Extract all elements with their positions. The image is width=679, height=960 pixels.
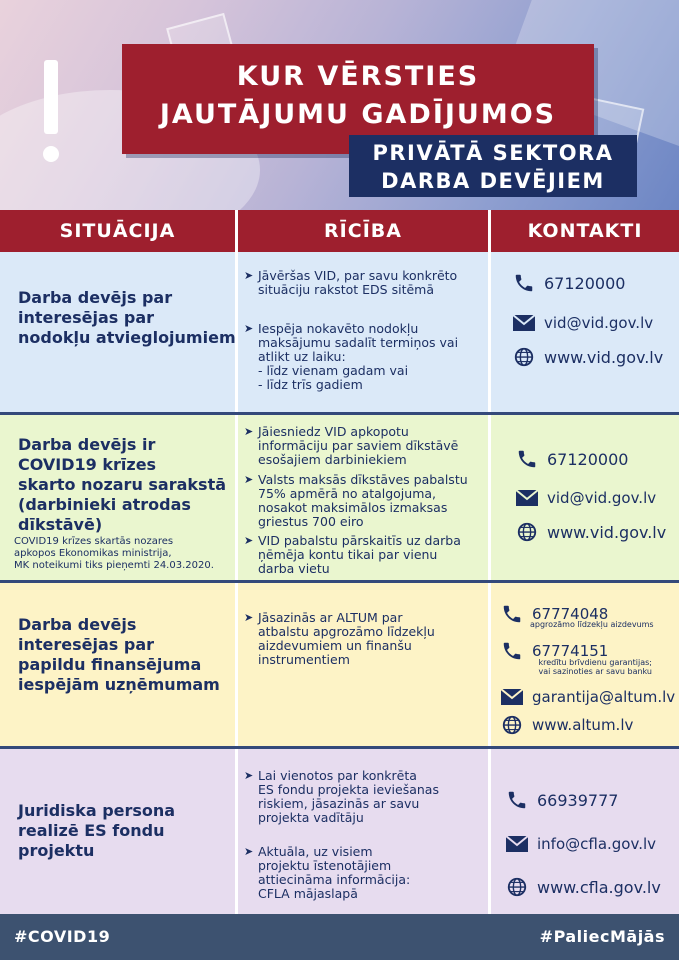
phone-note: kredītu brīvdienu garantijas; vai sazinoties ar savu banku [538,658,652,676]
action-item: ➤ Jāvēršas VID, par savu konkrēto situāciju rakstot EDS sitēmā [244,268,458,297]
action-item: ➤ Jāsazinās ar ALTUM par atbalstu apgrozāmo līdzekļu aizdevumiem un finanšu instrumentiem [244,610,435,667]
contact-web[interactable]: www.vid.gov.lv [512,346,663,368]
globe-icon [515,521,539,543]
table-row [0,415,679,580]
situation-text: Darba devējs par interesējas par nodokļu atvieglojumiem [18,288,236,347]
envelope-icon [515,487,539,509]
situation-text: Juridiska persona realizē ES fondu projektu [18,801,176,860]
phone-icon [515,448,539,470]
action-item: ➤ VID pabalstu pārskaitīs uz darba ņēmēja kontu tikai par vienu darba vietu [244,533,461,576]
action-item: ➤ Iespēja nokavēto nodokļu maksājumu sadalīt termiņos vai atlikt uz laiku: - līdz vienam gadam vai - līdz trīs gadiem [244,321,459,392]
action-item: ➤ Lai vienotos par konkrēta ES fondu projekta ieviešanas riskiem, jāsazinās ar savu projekta vadītāju [244,768,439,825]
contact-phone[interactable]: 67774151 [500,640,608,662]
chevron-right-icon: ➤ [244,611,254,624]
phone-icon [505,789,529,811]
subtitle-line: PRIVĀTĀ SEKTORA [372,141,614,165]
hashtag-covid: #COVID19 [14,927,111,946]
phone-icon [500,603,524,625]
globe-icon [500,714,524,736]
envelope-icon [500,686,524,708]
contact-email[interactable]: info@cfla.gov.lv [505,833,656,855]
header-action: RĪCĪBA [324,220,402,242]
table-row [0,252,679,412]
hashtag-stay-home: #PaliecMājās [539,927,665,946]
contact-email[interactable]: garantija@altum.lv [500,686,675,708]
envelope-icon [512,312,536,334]
contact-email[interactable]: vid@vid.gov.lv [515,487,656,509]
header-contacts: KONTAKTI [527,220,643,242]
title-line: KUR VĒRSTIES [236,61,480,92]
column-headers [0,210,679,252]
exclamation-icon [34,60,68,170]
action-item: ➤ Jāiesniedz VID apkopotu informāciju par saviem dīkstāvē esošajiem darbiniekiem [244,424,459,467]
chevron-right-icon: ➤ [244,322,254,335]
chevron-right-icon: ➤ [244,473,254,486]
globe-icon [505,876,529,898]
phone-icon [512,272,536,294]
contact-phone[interactable]: 67774048 [500,603,608,625]
contact-web[interactable]: www.vid.gov.lv [515,521,666,543]
contact-phone[interactable]: 67120000 [515,448,628,470]
situation-text: Darba devējs interesējas par papildu finansējuma iespējām uzņēmumam [18,615,220,694]
action-item: ➤ Aktuāla, uz visiem projektu īstenotājiem attiecināma informācija: CFLA mājaslapā [244,844,411,901]
chevron-right-icon: ➤ [244,269,254,282]
footer [0,914,679,960]
situation-note: COVID19 krīzes skartās nozares apkopos Ekonomikas ministrija, MK noteikumi tiks pieņemti 24.03.2020. [14,536,214,571]
chevron-right-icon: ➤ [244,845,254,858]
chevron-right-icon: ➤ [244,534,254,547]
contact-phone[interactable]: 67120000 [512,272,625,294]
table-row [0,749,679,914]
chevron-right-icon: ➤ [244,425,254,438]
situation-text: Darba devējs ir COVID19 krīzes skarto nozaru sarakstā (darbinieki atrodas dīkstāvē) [18,435,227,534]
title-line: JAUTĀJUMU GADĪJUMOS [159,99,557,130]
subtitle-line: DARBA DEVĒJIEM [381,169,605,193]
contact-web[interactable]: www.altum.lv [500,714,633,736]
contact-email[interactable]: vid@vid.gov.lv [512,312,653,334]
contact-phone[interactable]: 66939777 [505,789,618,811]
phone-note: apgrozāmo līdzekļu aizdevums [530,620,654,629]
header-situation: SITUĀCIJA [59,220,176,242]
subtitle [349,135,637,197]
table-row [0,583,679,746]
chevron-right-icon: ➤ [244,769,254,782]
action-item: ➤ Valsts maksās dīkstāves pabalstu 75% apmērā no atalgojuma, nosakot maksimālos izmaksas griestus 700 eiro [244,472,468,529]
contact-web[interactable]: www.cfla.gov.lv [505,876,661,898]
phone-icon [500,640,524,662]
globe-icon [512,346,536,368]
envelope-icon [505,833,529,855]
